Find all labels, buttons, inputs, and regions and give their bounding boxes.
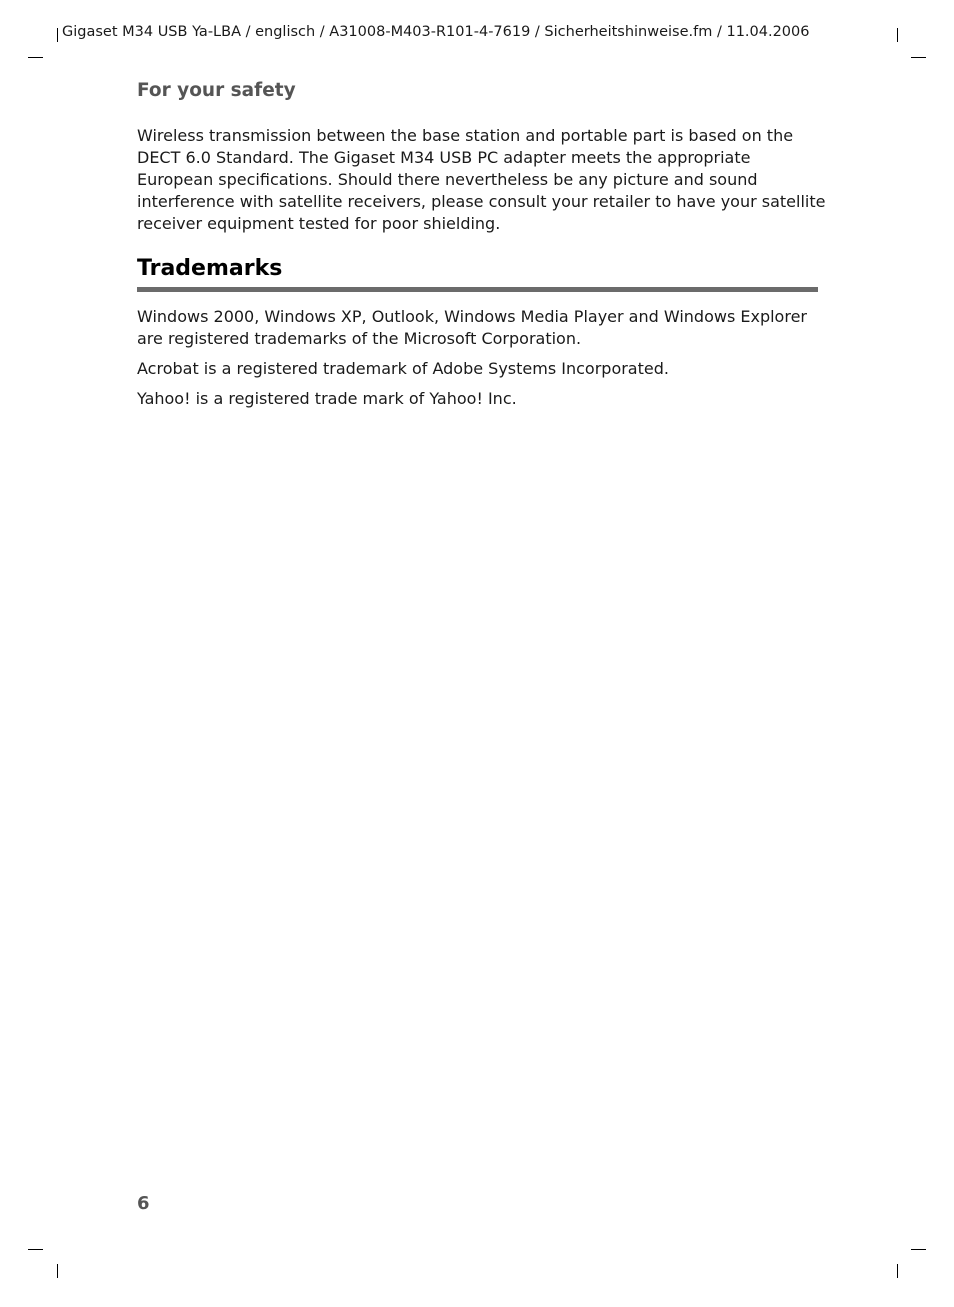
crop-mark-bottom-left-vertical: [57, 1264, 58, 1278]
trademarks-heading: Trademarks: [137, 256, 283, 281]
crop-mark-top-left-horizontal: [28, 57, 43, 58]
crop-mark-bottom-right-horizontal: [911, 1249, 926, 1250]
crop-mark-bottom-right-vertical: [897, 1264, 898, 1278]
crop-mark-top-left-vertical: [57, 28, 58, 42]
heading-rule: [137, 287, 818, 292]
crop-mark-top-right-vertical: [897, 28, 898, 42]
page-number: 6: [137, 1193, 150, 1214]
trademark-paragraph-microsoft: Windows 2000, Windows XP, Outlook, Windows Media Player and Windows Explorer are registered trademarks of the Microsoft Corporation.: [137, 307, 807, 348]
crop-mark-top-right-horizontal: [911, 57, 926, 58]
document-meta-header: Gigaset M34 USB Ya-LBA / englisch / A31008-M403-R101-4-7619 / Sicherheitshinweise.fm / 11.04.2006: [62, 24, 810, 40]
intro-paragraph: Wireless transmission between the base station and portable part is based on the DECT 6.0 Standard. The Gigaset M34 USB PC adapter meets the appropriate European specifications. Should there nevertheless be any picture and sound interference with satellite receivers, please consult your retailer to have your satellite receiver equipment tested for poor shielding.: [137, 126, 826, 233]
section-label: For your safety: [137, 80, 296, 101]
trademark-paragraph-adobe: Acrobat is a registered trademark of Adobe Systems Incorporated.: [137, 359, 669, 378]
crop-mark-bottom-left-horizontal: [28, 1249, 43, 1250]
page-content: [137, 125, 827, 418]
trademark-paragraph-yahoo: Yahoo! is a registered trade mark of Yahoo! Inc.: [137, 389, 517, 408]
